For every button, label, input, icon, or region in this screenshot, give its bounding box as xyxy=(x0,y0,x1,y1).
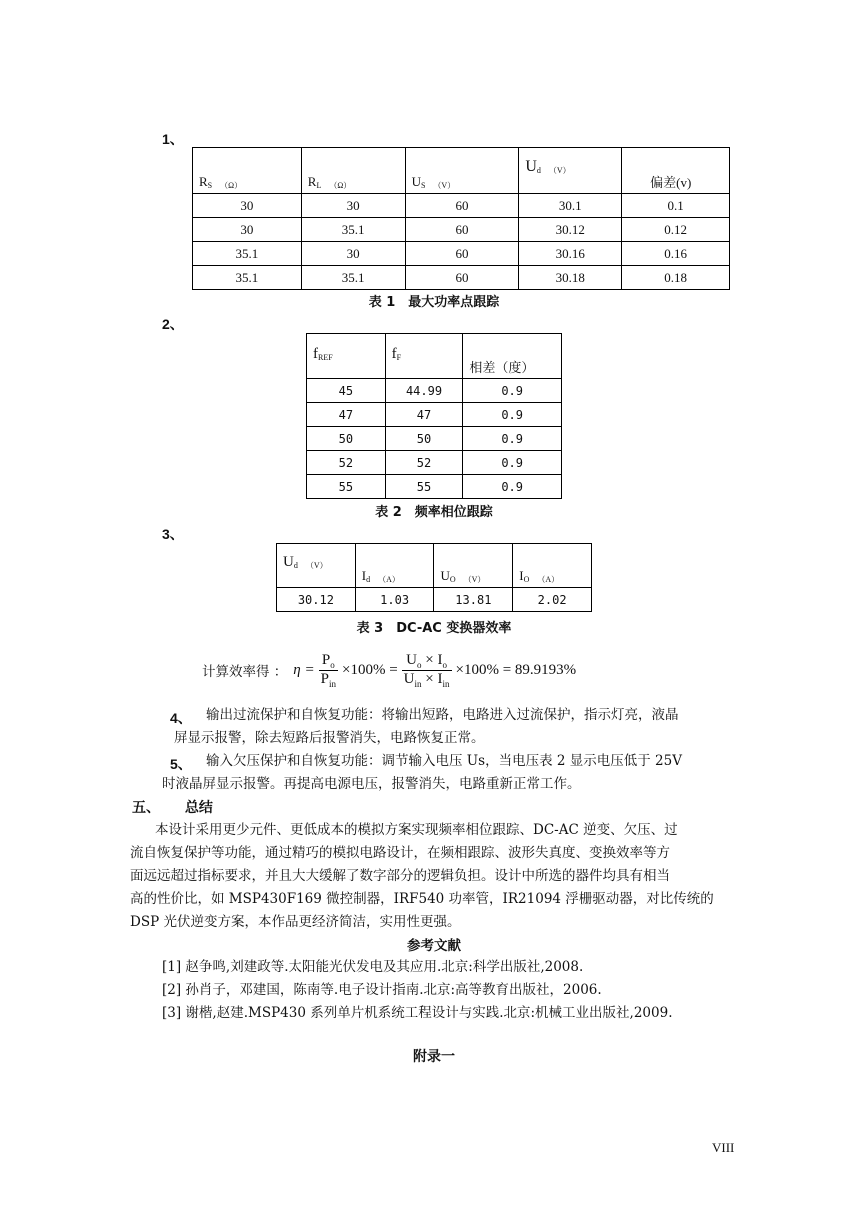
table-row: 47 47 0.9 xyxy=(307,403,562,427)
table-header-cell: 相差（度） xyxy=(463,334,562,379)
summary-line-2: 流自恢复保护等功能，通过精巧的模拟电路设计，在频相跟踪、波形失真度、变换效率等方 xyxy=(130,845,670,861)
table-header-cell: 偏差(v) xyxy=(622,148,730,194)
table-dcac-efficiency xyxy=(276,543,592,612)
item4-line2: 屏显示报警，除去短路后报警消失，电路恢复正常。 xyxy=(174,730,485,746)
table-row: 30 35.1 60 30.12 0.12 xyxy=(193,218,730,242)
table-header-cell: $I_d$ （A） xyxy=(355,544,434,588)
reference-item-1: [1] 赵争鸣,刘建政等.太阳能光伏发电及其应用.北京:科学出版社,2008. xyxy=(162,959,584,975)
reference-item-2: [2] 孙肖子，邓建国，陈南等.电子设计指南.北京:高等教育出版社，2006. xyxy=(162,982,602,998)
item4-line1: 输出过流保护和自恢复功能：将输出短路，电路进入过流保护，指示灯亮，液晶 xyxy=(206,707,679,723)
formula-fraction-power: $\frac{P_o}{P_{in}}$ xyxy=(320,651,336,689)
table-header-cell: $f_F$ xyxy=(385,334,463,379)
table-row: 30 30 60 30.1 0.1 xyxy=(193,194,730,218)
section-number-2: 2、 xyxy=(162,316,184,332)
table-caption-2: 表 2 频率相位跟踪 xyxy=(375,505,493,520)
formula-eta: η = xyxy=(293,661,315,678)
table-header-cell: $U_O$ （V） xyxy=(434,544,513,588)
summary-number: 五、 xyxy=(132,800,160,816)
table-header-cell: $R_L$ （Ω） xyxy=(301,148,405,194)
page-number: VIII xyxy=(712,1140,735,1155)
item5-line2: 时液晶屏显示报警。再提高电源电压，报警消失，电路重新正常工作。 xyxy=(162,776,581,792)
item5-line1: 输入欠压保护和自恢复功能：调节输入电压 Us，当电压表 2 显示电压低于 25V xyxy=(206,753,682,769)
table-row: 35.1 30 60 30.16 0.16 xyxy=(193,242,730,266)
table-header-cell: $U_S$ （V） xyxy=(405,148,519,194)
table-row: 52 52 0.9 xyxy=(307,451,562,475)
table-header-cell: $f_{REF}$ xyxy=(307,334,386,379)
table-row: 50 50 0.9 xyxy=(307,427,562,451)
summary-heading xyxy=(132,797,213,817)
efficiency-formula xyxy=(202,645,576,695)
item-number-5: 5、 xyxy=(170,756,192,772)
table-frequency-phase xyxy=(306,333,562,499)
section-number-1: 1、 xyxy=(162,131,184,147)
summary-line-1: 本设计采用更少元件、更低成本的模拟方案实现频率相位跟踪、DC-AC 逆变、欠压、过 xyxy=(155,822,678,838)
summary-title: 总结 xyxy=(184,800,213,816)
formula-fraction-ui: $\frac{U_o \times I_o}{U_{in} \times I_{in}}$ xyxy=(403,651,450,689)
formula-result: ×100% = 89.9193% xyxy=(455,661,577,678)
formula-times-100-a: ×100% = xyxy=(341,661,398,678)
item-number-4: 4、 xyxy=(170,710,192,726)
table-header-cell: $R_S$ （Ω） xyxy=(193,148,302,194)
formula-prefix: 计算效率得 ： xyxy=(202,664,288,680)
summary-line-5: DSP 光伏逆变方案，本作品更经济简洁，实用性更强。 xyxy=(130,914,461,930)
table-caption-1: 表 1 最大功率点跟踪 xyxy=(368,295,500,310)
section-number-3: 3、 xyxy=(162,526,184,542)
table-caption-3: 表 3 DC-AC 变换器效率 xyxy=(356,621,512,636)
table-header-cell: $U_d$ （V） xyxy=(277,544,356,588)
references-title: 参考文献 xyxy=(407,938,461,954)
table-row: 35.1 35.1 60 30.18 0.18 xyxy=(193,266,730,290)
summary-line-3: 面远远超过指标要求，并且大大缓解了数字部分的逻辑负担。设计中所选的器件均具有相当 xyxy=(130,868,670,884)
table-header-cell: $I_O$ （A） xyxy=(513,544,592,588)
table-row: 45 44.99 0.9 xyxy=(307,379,562,403)
reference-item-3: [3] 谢楷,赵建.MSP430 系列单片机系统工程设计与实践.北京:机械工业出版社,2009. xyxy=(162,1005,673,1021)
table-max-power-point xyxy=(192,147,730,290)
table-header-cell: $U_d$ （V） xyxy=(519,148,622,194)
summary-line-4: 高的性价比，如 MSP430F169 微控制器，IRF540 功率管，IR21094 浮栅驱动器，对比传统的 xyxy=(130,891,714,907)
table-row: 55 55 0.9 xyxy=(307,475,562,499)
appendix-title: 附录一 xyxy=(413,1049,455,1065)
table-row: 30.12 1.03 13.81 2.02 xyxy=(277,588,592,612)
